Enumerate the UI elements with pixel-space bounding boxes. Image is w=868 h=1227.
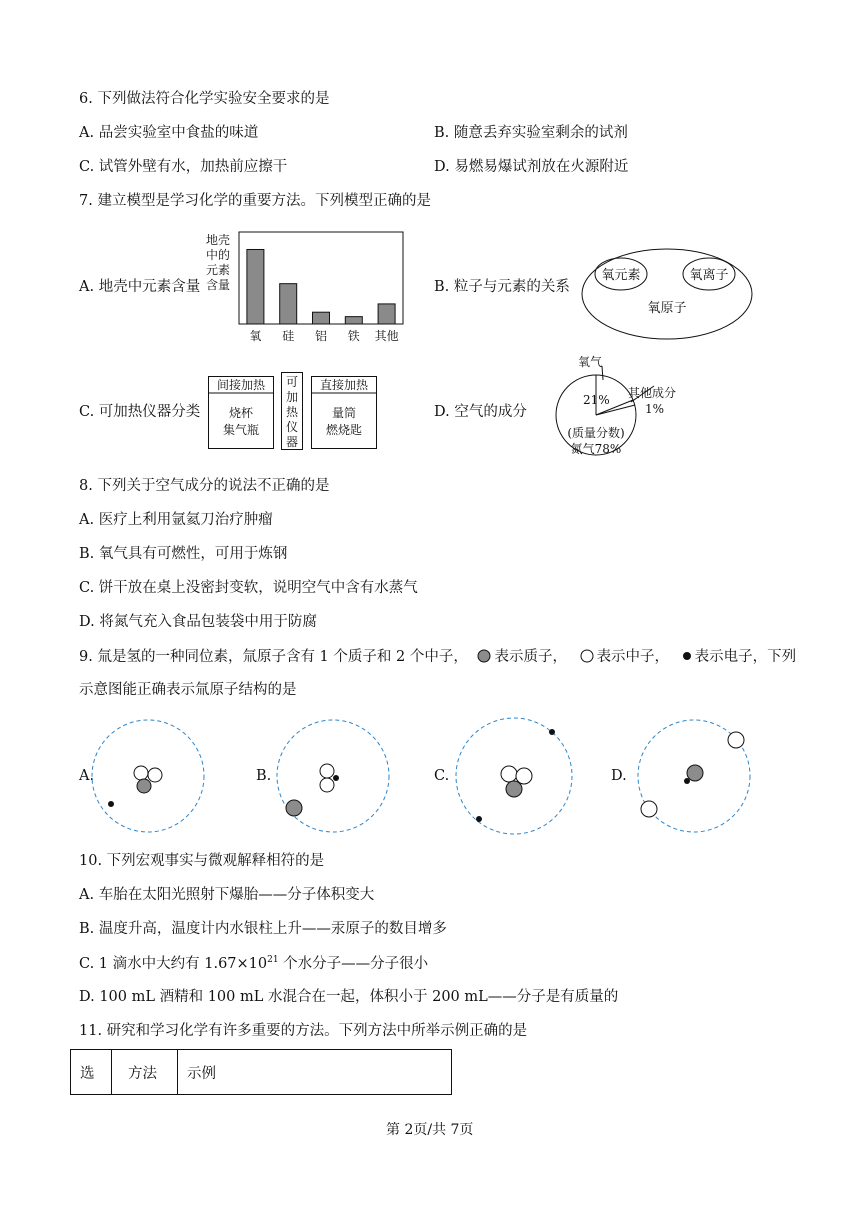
other-percent: 1% bbox=[645, 402, 665, 416]
neutron bbox=[501, 766, 517, 782]
neutron bbox=[148, 768, 162, 782]
q11-header-method: 方法 bbox=[128, 1066, 157, 1082]
air-composition-pie bbox=[530, 352, 700, 462]
q6-stem: 6. 下列做法符合化学实验安全要求的是 bbox=[79, 91, 330, 107]
chart-ylabel-1: 地壳 bbox=[206, 233, 231, 247]
q11-stem: 11. 研究和学习化学有许多重要的方法。下列方法中所举示例正确的是 bbox=[79, 1023, 528, 1039]
atom-diagram-b bbox=[267, 718, 397, 836]
chart-ylabel-4: 含量 bbox=[206, 278, 231, 292]
x-tick-label-0: 氧 bbox=[249, 329, 262, 343]
direct-item-2: 燃烧匙 bbox=[325, 423, 363, 437]
direct-item-1: 量筒 bbox=[331, 406, 357, 420]
indirect-heating-header: 间接加热 bbox=[216, 378, 266, 392]
q11-table bbox=[70, 1049, 452, 1095]
oxygen-leader bbox=[602, 366, 603, 380]
q9-option-c-label: C. bbox=[434, 768, 450, 784]
x-tick-label-2: 铝 bbox=[314, 329, 328, 343]
mid-char-2: 加 bbox=[285, 390, 299, 404]
neutron bbox=[728, 732, 744, 748]
proton bbox=[687, 765, 703, 781]
mid-char-5: 器 bbox=[285, 435, 299, 449]
mid-char-3: 热 bbox=[285, 405, 299, 419]
q7-option-b-label: B. 粒子与元素的关系 bbox=[434, 279, 570, 295]
oxygen-label: 氧气 bbox=[578, 355, 603, 369]
q7-option-d-label: D. 空气的成分 bbox=[434, 404, 527, 420]
q7-option-c-label: C. 可加热仪器分类 bbox=[79, 404, 201, 420]
x-tick-label-4: 其他 bbox=[374, 329, 399, 343]
bar-1 bbox=[280, 284, 297, 324]
neutron bbox=[516, 768, 532, 784]
mid-char-4: 仪 bbox=[285, 420, 299, 434]
q11-header-example: 示例 bbox=[187, 1066, 216, 1082]
electron bbox=[333, 775, 339, 781]
q8-option-a: A. 医疗上利用氩氦刀治疗肿瘤 bbox=[79, 512, 273, 528]
q9-stem-line1 bbox=[79, 649, 796, 665]
q9-text-b: 表示质子， bbox=[494, 649, 567, 665]
heating-instrument-classification bbox=[208, 372, 378, 452]
x-tick-label-1: 硅 bbox=[282, 329, 295, 343]
mid-char-1: 可 bbox=[285, 375, 299, 389]
q6-option-a: A. 品尝实验室中食盐的味道 bbox=[79, 125, 259, 141]
q10-c-pre: C. 1 滴水中大约有 1.67×10 bbox=[79, 956, 268, 972]
electron bbox=[549, 729, 555, 735]
q10-option-a: A. 车胎在太阳光照射下爆胎——分子体积变大 bbox=[79, 887, 375, 903]
q10-option-c bbox=[79, 956, 428, 972]
crust-element-bar-chart bbox=[200, 228, 410, 348]
q9-text-a: 9. 氚是氢的一种同位素，氚原子含有 1 个质子和 2 个中子， bbox=[79, 649, 468, 665]
bar-2 bbox=[313, 312, 330, 324]
atom-diagram-a bbox=[90, 718, 220, 836]
electron bbox=[476, 816, 482, 822]
q10-option-b: B. 温度升高，温度计内水银柱上升——汞原子的数目增多 bbox=[79, 921, 447, 937]
proton bbox=[506, 781, 522, 797]
neutron bbox=[134, 766, 148, 780]
neutron-legend-icon bbox=[580, 649, 594, 663]
q8-option-c: C. 饼干放在桌上没密封变软，说明空气中含有水蒸气 bbox=[79, 580, 418, 596]
atom-diagram-d bbox=[632, 716, 762, 840]
electron bbox=[684, 778, 690, 784]
other-label: 其他成分 bbox=[628, 386, 677, 400]
proton bbox=[286, 800, 302, 816]
q6-option-b: B. 随意丢弃实验室剩余的试剂 bbox=[434, 125, 628, 141]
q10-option-d: D. 100 mL 酒精和 100 mL 水混合在一起，体积小于 200 mL——分子是有质量的 bbox=[79, 989, 619, 1005]
x-tick-label-3: 铁 bbox=[347, 329, 360, 343]
page-footer: 第 2页/共 7页 bbox=[386, 1122, 474, 1138]
q9-text-c: 表示中子， bbox=[596, 649, 670, 665]
q9-option-d-label: D. bbox=[611, 768, 627, 784]
q6-option-d: D. 易燃易爆试剂放在火源附近 bbox=[434, 159, 629, 175]
neutron bbox=[320, 764, 334, 778]
nitrogen-label: 氮气78% bbox=[570, 442, 622, 456]
q8-option-d: D. 将氮气充入食品包装袋中用于防腐 bbox=[79, 614, 317, 630]
q8-option-b: B. 氧气具有可燃性，可用于炼钢 bbox=[79, 546, 288, 562]
proton bbox=[137, 779, 151, 793]
oxygen-atom-text: 氧原子 bbox=[647, 301, 687, 316]
chart-ylabel-3: 元素 bbox=[206, 263, 231, 277]
oxygen-percent: 21% bbox=[583, 393, 610, 407]
chart-ylabel-2: 中的 bbox=[206, 248, 231, 262]
oxygen-ion-text: 氧离子 bbox=[689, 268, 729, 283]
q10-c-sup: 21 bbox=[267, 955, 279, 965]
electron bbox=[108, 801, 114, 807]
indirect-item-1: 烧杯 bbox=[228, 406, 254, 420]
q10-c-post: 个水分子——分子很小 bbox=[278, 956, 429, 972]
q10-stem: 10. 下列宏观事实与微观解释相符的是 bbox=[79, 853, 325, 869]
proton-legend-icon bbox=[477, 649, 491, 663]
neutron bbox=[320, 778, 334, 792]
indirect-item-2: 集气瓶 bbox=[222, 423, 260, 437]
bar-4 bbox=[378, 304, 395, 324]
direct-heating-header: 直接加热 bbox=[319, 378, 369, 392]
oxygen-element-text: 氧元素 bbox=[601, 268, 641, 283]
neutron bbox=[641, 801, 657, 817]
q9-option-b-label: B. bbox=[256, 768, 272, 784]
q7-stem: 7. 建立模型是学习化学的重要方法。下列模型正确的是 bbox=[79, 193, 431, 209]
q9-option-a-label: A. bbox=[79, 768, 95, 784]
bar-0 bbox=[247, 249, 264, 324]
atom-diagram-c bbox=[454, 716, 578, 840]
bar-3 bbox=[345, 317, 362, 324]
q6-option-c: C. 试管外壁有水，加热前应擦干 bbox=[79, 159, 288, 175]
q11-header-option: 选 bbox=[80, 1066, 95, 1082]
q9-text-d: 表示电子，下列 bbox=[694, 649, 797, 665]
particle-element-diagram bbox=[578, 246, 758, 346]
q9-stem-line2: 示意图能正确表示氚原子结构的是 bbox=[79, 682, 297, 698]
mass-fraction-note: (质量分数) bbox=[567, 426, 625, 440]
q8-stem: 8. 下列关于空气成分的说法不正确的是 bbox=[79, 478, 330, 494]
electron-legend-icon bbox=[682, 651, 692, 661]
q7-option-a-label: A. 地壳中元素含量 bbox=[79, 279, 201, 295]
